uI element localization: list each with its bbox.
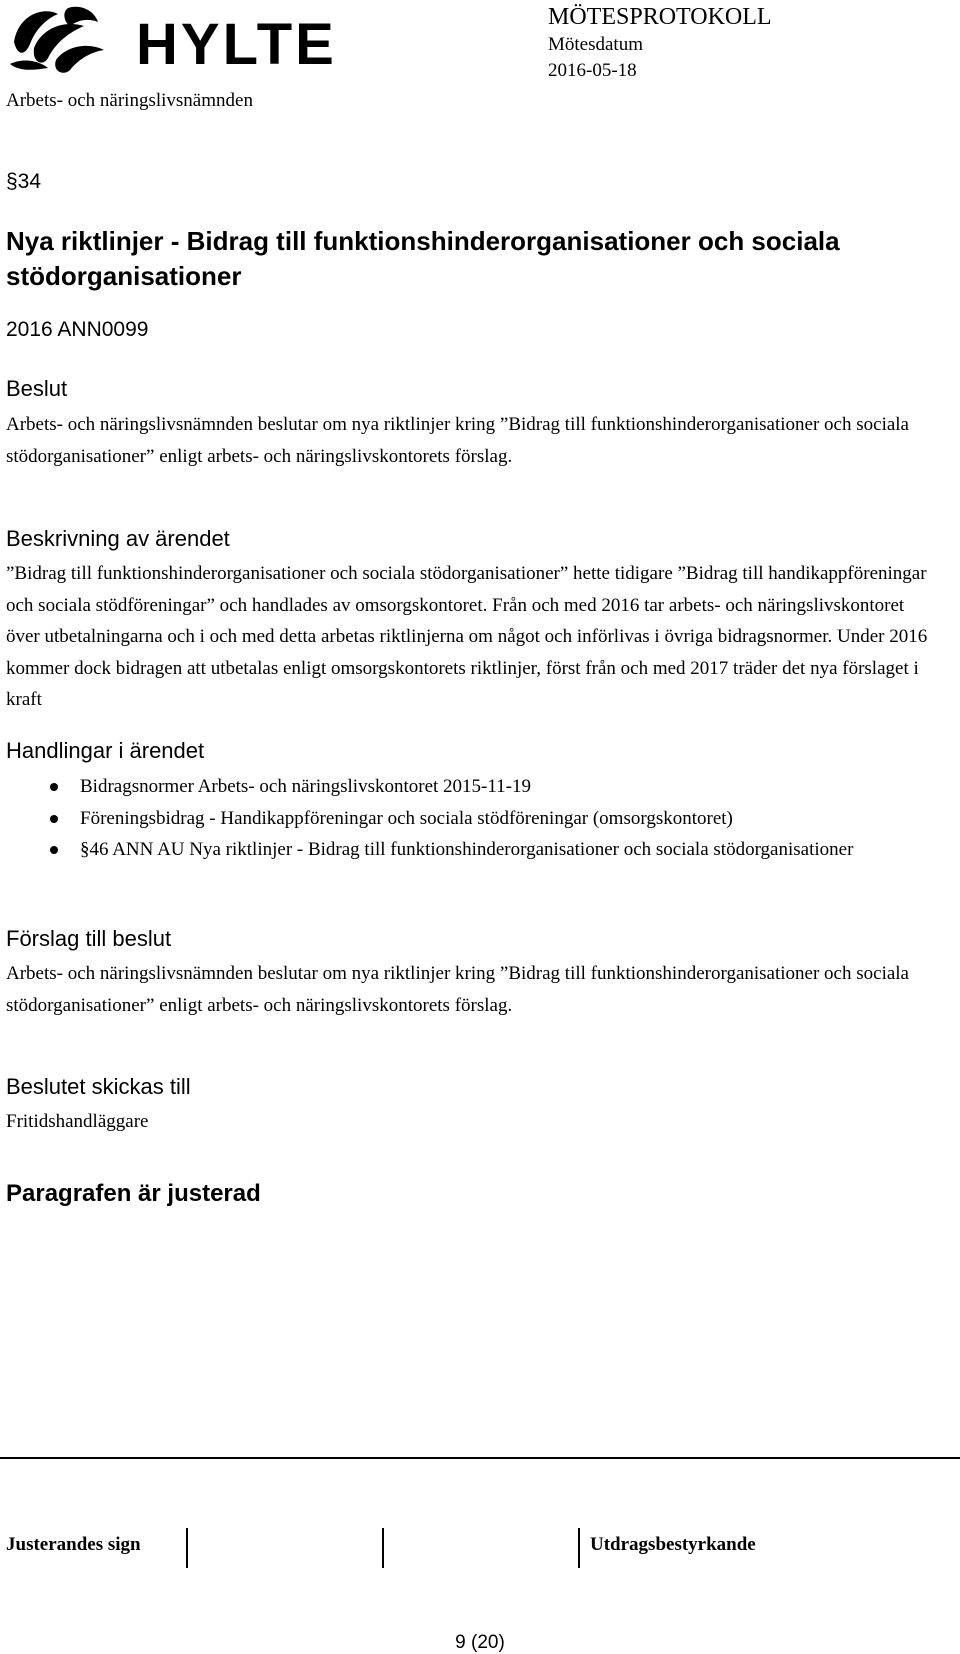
beskrivning-heading: Beskrivning av ärendet [6, 526, 230, 551]
list-item-text: §46 ANN AU Nya riktlinjer - Bidrag till funktionshinderorganisationer och sociala stödorganisationer [80, 839, 854, 860]
logo-text: HYLTE [136, 12, 337, 74]
section-number: §34 [6, 170, 42, 193]
committee-name: Arbets- och näringslivsnämnden [6, 90, 253, 111]
skickas-heading: Beslutet skickas till [6, 1074, 191, 1099]
meeting-date-label: Mötesdatum [548, 34, 643, 55]
bullet-icon [50, 783, 58, 791]
case-number: 2016 ANN0099 [6, 318, 149, 341]
page-number: 9 (20) [455, 1632, 505, 1653]
handlingar-heading: Handlingar i ärendet [6, 738, 205, 763]
list-item [0, 771, 940, 803]
leaf-emblem-icon [10, 7, 104, 73]
list-item [0, 834, 940, 866]
skickas-text: Fritidshandläggare [6, 1111, 149, 1132]
justerad-note: Paragrafen är justerad [6, 1180, 261, 1207]
signature-box-divider [578, 1528, 580, 1568]
bullet-icon [50, 815, 58, 823]
beslut-text: Arbets- och näringslivsnämnden beslutar om nya riktlinjer kring ”Bidrag till funktionshinderorganisationer och sociala stödorganisationer” enligt arbets- och näringslivskontorets förslag. [6, 414, 909, 467]
hylte-logo [8, 2, 338, 74]
section-title: Nya riktlinjer - Bidrag till funktionshinderorganisationer och sociala stödorganisationer [6, 226, 840, 291]
signature-box-divider [382, 1528, 384, 1568]
list-item-text: Föreningsbidrag - Handikappföreningar och sociala stödföreningar (omsorgskontoret) [80, 807, 733, 829]
meeting-date-value: 2016-05-18 [548, 60, 637, 81]
list-item [0, 803, 940, 835]
document-type: MÖTESPROTOKOLL [548, 4, 772, 30]
list-item-text: Bidragsnormer Arbets- och näringslivskontoret 2015-11-19 [80, 776, 531, 797]
forslag-text: Arbets- och näringslivsnämnden beslutar om nya riktlinjer kring ”Bidrag till funktionshinderorganisationer och sociala stödorganisationer” enligt arbets- och näringslivskontorets förslag. [6, 963, 909, 1016]
beskrivning-text: ”Bidrag till funktionshinderorganisationer och sociala stödorganisationer” hette tidigare ”Bidrag till handikappföreningar och sociala stödföreningar” och handlades av omsorgskontoret. Från och med 2016 tar arbets- och näringslivskontoret över utbetalningarna och i och med detta arbetas riktlinjerna om något och införlivas i övriga bidragsnormer. Under 2016 kommer dock bidragen att utbetalas enligt omsorgskontorets riktlinjer, först från och med 2017 träder det nya förslaget i kraft [6, 563, 928, 710]
bullet-icon [50, 846, 58, 854]
beslut-heading: Beslut [6, 376, 68, 401]
forslag-heading: Förslag till beslut [6, 926, 172, 951]
footer-divider [0, 1457, 960, 1459]
document-list [0, 771, 940, 866]
signature-label-justerande: Justerandes sign [6, 1534, 141, 1555]
signature-label-utdrag: Utdragsbestyrkande [590, 1534, 756, 1555]
signature-box-divider [186, 1528, 188, 1568]
